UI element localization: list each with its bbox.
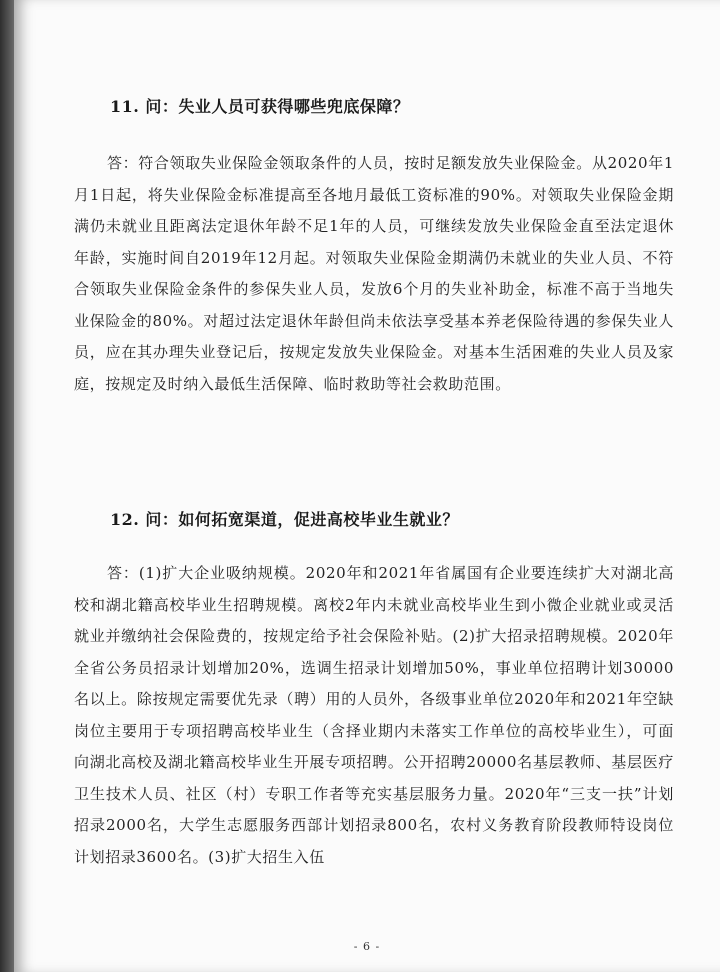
question-12-heading: 12. 问：如何拓宽渠道，促进高校毕业生就业？ [110, 510, 459, 529]
page-edge-shadow [0, 0, 14, 972]
document-page [14, 0, 720, 972]
question-11-heading: 11. 问：失业人员可获得哪些兜底保障？ [110, 97, 410, 116]
page-number: - 6 - [353, 940, 381, 953]
question-11-answer: 答：符合领取失业保险金领取条件的人员，按时足额发放失业保险金。从2020年1月1日起，将失业保险金标准提高至各地月最低工资标准的90%。对领取失业保险金期满仍未就业且距离法定退休年龄不足1年的人员，可继续发放失业保险金直至法定退休年龄，实施时间自2019年12月起。对领取失业保险金期满仍未就业的失业人员、不符合领取失业保险金条件的参保失业人员，发放6个月的失业补助金，标准不高于当地失业保险金的80%。对超过法定退休年龄但尚未依法享受基本养老保险待遇的参保失业人员，应在其办理失业登记后，按规定发放失业保险金。对基本生活困难的失业人员及家庭，按规定及时纳入最低生活保障、临时救助等社会救助范围。 [74, 154, 674, 393]
question-12-answer: 答：(1)扩大企业吸纳规模。2020年和2021年省属国有企业要连续扩大对湖北高校和湖北籍高校毕业生招聘规模。离校2年内未就业高校毕业生到小微企业就业或灵活就业并缴纳社会保险费的，按规定给予社会保险补贴。(2)扩大招录招聘规模。2020年全省公务员招录计划增加20%，选调生招录计划增加50%，事业单位招聘计划30000名以上。除按规定需要优先录（聘）用的人员外，各级事业单位2020年和2021年空缺岗位主要用于专项招聘高校毕业生（含择业期内未落实工作单位的高校毕业生），可面向湖北高校及湖北籍高校毕业生开展专项招聘。公开招聘20000名基层教师、基层医疗卫生技术人员、社区（村）专职工作者等充实基层服务力量。2020年“三支一扶”计划招录2000名，大学生志愿服务西部计划招录800名，农村义务教育阶段教师特设岗位计划招录3600名。(3)扩大招生入伍 [74, 564, 674, 866]
